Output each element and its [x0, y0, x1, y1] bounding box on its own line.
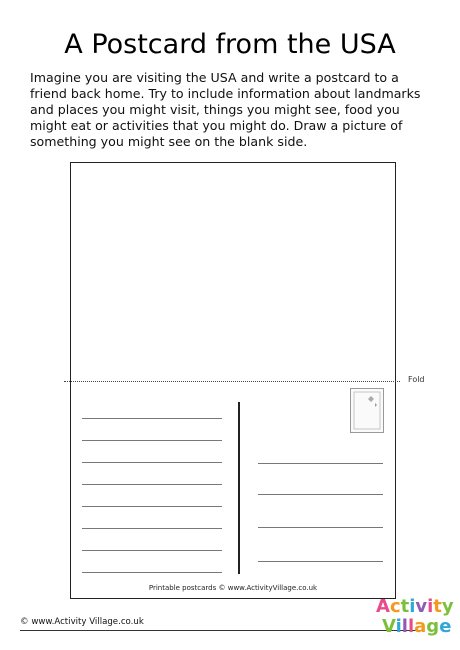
instructions-text: Imagine you are visiting the USA and write a postcard to a friend back home. Try to include information about landmarks and places you might visit, things you might see, food you might eat or activities that you might do. Draw a picture of something you might see on the blank side.: [30, 70, 421, 149]
logo-letter: t: [433, 596, 442, 617]
logo-letter: e: [439, 616, 452, 637]
address-line: [258, 527, 383, 528]
center-divider: [238, 402, 240, 574]
logo-letter: g: [426, 616, 440, 637]
logo-letter: l: [401, 616, 408, 637]
logo-letter: t: [400, 596, 410, 617]
message-line: [82, 440, 222, 441]
stamp-icon: [351, 389, 383, 432]
logo-letter: l: [407, 616, 415, 637]
logo-letter: y: [441, 596, 454, 617]
message-line: [82, 528, 222, 529]
logo-letter: V: [382, 616, 396, 637]
logo-letter: i: [427, 596, 434, 617]
logo-letter: A: [376, 596, 390, 617]
logo-letter: i: [409, 596, 416, 617]
page-title: A Postcard from the USA: [64, 29, 396, 60]
site-url[interactable]: © www.Activity Village.co.uk: [20, 617, 144, 627]
activity-village-logo: [370, 596, 454, 642]
logo-letter: v: [415, 596, 428, 617]
message-line: [82, 462, 222, 463]
logo-letter: a: [414, 616, 427, 637]
message-line: [82, 506, 222, 507]
address-line: [258, 561, 383, 562]
message-line: [82, 572, 222, 573]
message-line: [82, 418, 222, 419]
address-line: [258, 463, 383, 464]
stamp-box: [350, 388, 384, 433]
address-line: [258, 494, 383, 495]
logo-word-activity: [376, 596, 454, 617]
logo-letter: i: [395, 616, 402, 637]
message-line: [82, 550, 222, 551]
message-line: [82, 484, 222, 485]
footer-rule: [20, 630, 420, 631]
fold-line: [64, 381, 400, 382]
logo-letter: c: [389, 596, 401, 617]
card-footer-credit: Printable postcards © www.ActivityVillage.co.uk: [148, 584, 318, 592]
logo-word-village: [382, 616, 451, 637]
fold-label: Fold: [408, 375, 425, 384]
